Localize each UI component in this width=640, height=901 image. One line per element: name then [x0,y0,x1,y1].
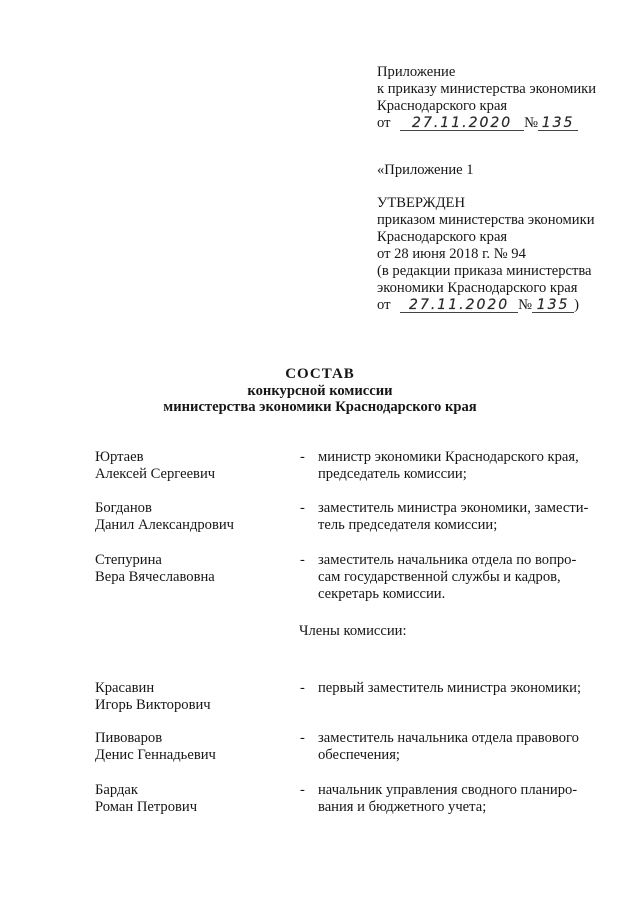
member-role [318,730,609,764]
approval-line-1: приказом министерства экономики [377,212,595,228]
annex-handwritten-number: 135 [538,116,578,131]
separator-dash: - [300,449,305,465]
annex-line-2: к приказу министерства экономики [377,81,597,97]
role-line: председатель комиссии; [318,466,467,482]
member-given-names: Игорь Викторович [95,697,211,713]
role-line: министр экономики Краснодарского края, [318,449,579,465]
annex-header [377,64,596,132]
approval-handwritten-date: 27.11.2020 [400,298,518,313]
member-role [318,782,609,816]
member-role [318,500,609,534]
approval-line-4: (в редакции приказа министерства [377,263,592,279]
role-line: заместитель начальника отдела правового [318,730,579,746]
document-title: СОСТАВ [285,366,355,382]
approval-handwritten-number: 135 [532,298,574,313]
separator-dash: - [300,552,305,568]
role-line: секретарь комиссии. [318,586,446,602]
approval-number-prefix: № [518,297,533,313]
document-subtitle-1: конкурсной комиссии [247,383,393,399]
separator-dash: - [300,782,305,798]
member-given-names: Роман Петрович [95,799,198,815]
approval-line-5: экономики Краснодарского края [377,280,578,296]
annex-date-line [377,115,596,132]
annex-line-1: Приложение [377,64,456,80]
member-role [318,449,609,483]
member-surname: Юртаев [95,449,144,465]
role-line: заместитель министра экономики, замести- [318,500,589,516]
separator-dash: - [300,500,305,516]
member-given-names: Данил Александрович [95,517,235,533]
approval-header [377,162,595,314]
role-line: заместитель начальника отдела по вопро- [318,552,577,568]
annex-date-prefix: от [377,115,391,131]
approval-close-paren: ) [574,297,579,313]
member-role [318,680,609,697]
approval-line-3: от 28 июня 2018 г. № 94 [377,246,526,262]
role-line: начальник управления сводного планиро- [318,782,578,798]
annex-handwritten-date: 27.11.2020 [400,116,524,131]
approval-line-2: Краснодарского края [377,229,508,245]
member-surname: Степурина [95,552,162,568]
member-surname: Красавин [95,680,155,696]
document-subtitle-2: министерства экономики Краснодарского края [163,399,477,415]
role-line: тель председателя комиссии; [318,517,498,533]
separator-dash: - [300,680,305,696]
members-heading: Члены комиссии: [299,623,407,639]
member-surname: Бардак [95,782,138,798]
member-given-names: Денис Геннадьевич [95,747,216,763]
role-line: первый заместитель министра экономики; [318,680,582,696]
member-role [318,552,609,603]
approval-date-prefix: от [377,297,391,313]
member-given-names: Вера Вячеславовна [95,569,215,585]
role-line: сам государственной службы и кадров, [318,569,561,585]
member-given-names: Алексей Сергеевич [95,466,216,482]
member-surname: Богданов [95,500,152,516]
approval-date-line [377,297,595,314]
approval-status: УТВЕРЖДЕН [377,195,465,211]
separator-dash: - [300,730,305,746]
member-surname: Пивоваров [95,730,163,746]
role-line: обеспечения; [318,747,400,763]
annex-number-prefix: № [524,115,539,131]
role-line: вания и бюджетного учета; [318,799,487,815]
approval-appendix-label: «Приложение 1 [377,162,474,178]
annex-line-3: Краснодарского края [377,98,508,114]
